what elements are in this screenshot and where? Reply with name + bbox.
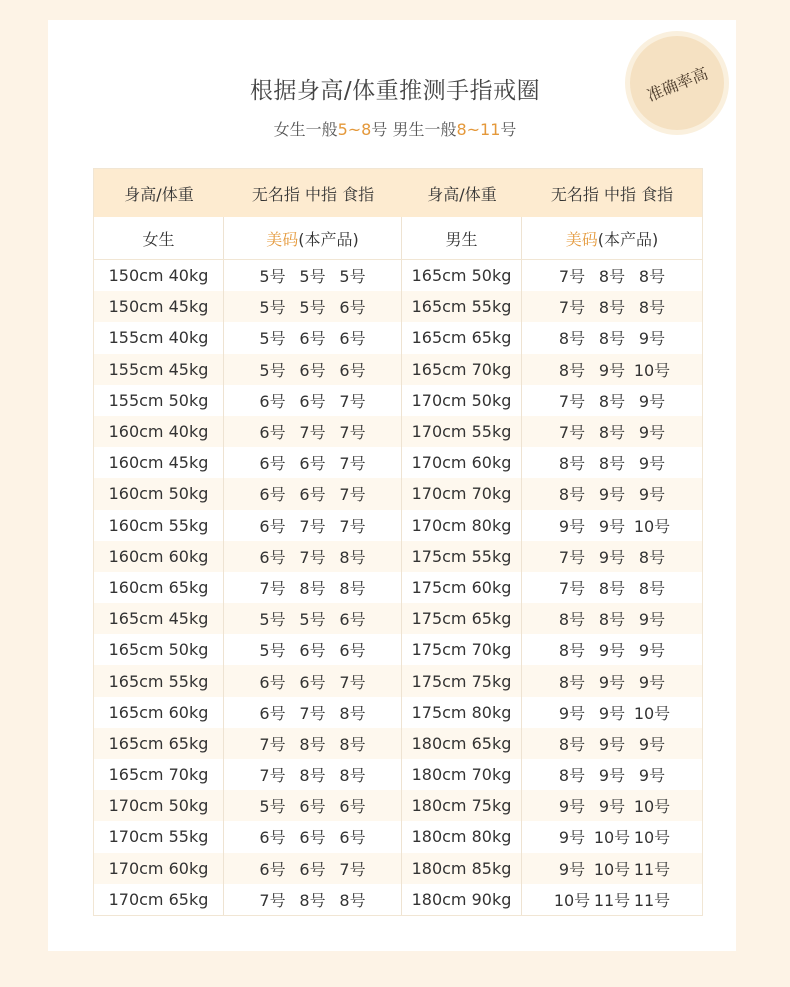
male-ring-sizes [522,884,702,915]
female-height-weight: 165cm 50kg [94,634,224,665]
female-height-weight: 160cm 45kg [94,447,224,478]
table-row [94,603,702,634]
female-ring-sizes [224,884,402,915]
table-header-row [94,169,702,217]
index-finger-size: 7号 [339,516,366,536]
index-finger-size: 8号 [339,578,366,598]
header-male-fingers: 无名指 中指 食指 [550,184,674,204]
middle-finger-size: 6号 [299,641,326,661]
index-finger-size: 9号 [638,454,666,474]
male-height-weight: 175cm 60kg [402,572,522,603]
female-ring-sizes [224,291,402,322]
index-finger-size: 10号 [633,828,671,848]
ring-finger-size: 7号 [259,890,286,910]
middle-finger-size: 5号 [299,298,326,318]
middle-finger-size: 10号 [593,828,631,848]
male-height-weight: 175cm 75kg [402,665,522,696]
ring-finger-size: 9号 [558,703,586,723]
header-female-fingers: 无名指 中指 食指 [251,184,375,204]
male-height-weight: 175cm 55kg [402,541,522,572]
subheader-this-product: (本产品) [298,229,359,249]
index-finger-size: 10号 [633,516,671,536]
female-ring-sizes [224,260,402,291]
table-body [94,260,702,915]
index-finger-size: 9号 [638,672,666,692]
index-finger-size: 6号 [339,610,366,630]
male-ring-sizes [522,291,702,322]
middle-finger-size: 6号 [299,391,326,411]
ring-finger-size: 6号 [259,391,286,411]
index-finger-size: 7号 [339,391,366,411]
middle-finger-size: 6号 [299,828,326,848]
female-ring-sizes [224,603,402,634]
male-ring-sizes [522,541,702,572]
female-ring-sizes [224,447,402,478]
female-ring-sizes [224,853,402,884]
index-finger-size: 9号 [638,391,666,411]
index-finger-size: 10号 [633,703,671,723]
index-finger-size: 8号 [638,547,666,567]
index-finger-size: 7号 [339,454,366,474]
ring-finger-size: 8号 [558,610,586,630]
table-row [94,821,702,852]
female-ring-sizes [224,354,402,385]
male-ring-sizes [522,572,702,603]
subtitle-female-prefix: 女生一般 [273,120,338,139]
male-ring-sizes [522,416,702,447]
female-height-weight: 160cm 60kg [94,541,224,572]
male-ring-sizes [522,634,702,665]
ring-finger-size: 6号 [259,516,286,536]
ring-finger-size: 6号 [259,547,286,567]
index-finger-size: 8号 [339,890,366,910]
table-row [94,416,702,447]
female-height-weight: 165cm 70kg [94,759,224,790]
ring-finger-size: 7号 [259,766,286,786]
accuracy-badge [630,36,724,130]
index-finger-size: 7号 [339,485,366,505]
ring-finger-size: 9号 [558,797,586,817]
ring-finger-size: 8号 [558,360,586,380]
male-ring-sizes [522,728,702,759]
male-ring-sizes [522,759,702,790]
female-height-weight: 160cm 40kg [94,416,224,447]
male-height-weight: 165cm 70kg [402,354,522,385]
female-height-weight: 150cm 40kg [94,260,224,291]
middle-finger-size: 8号 [598,610,626,630]
middle-finger-size: 8号 [598,391,626,411]
index-finger-size: 9号 [638,610,666,630]
male-height-weight: 165cm 65kg [402,322,522,353]
female-height-weight: 155cm 50kg [94,385,224,416]
male-height-weight: 175cm 80kg [402,697,522,728]
table-row [94,697,702,728]
male-height-weight: 180cm 65kg [402,728,522,759]
female-height-weight: 170cm 50kg [94,790,224,821]
table-row [94,853,702,884]
female-ring-sizes [224,478,402,509]
middle-finger-size: 7号 [299,703,326,723]
index-finger-size: 11号 [633,859,671,879]
middle-finger-size: 9号 [598,547,626,567]
female-ring-sizes [224,728,402,759]
subheader-this-product: (本产品) [597,229,659,249]
female-height-weight: 155cm 40kg [94,322,224,353]
ring-finger-size: 8号 [558,485,586,505]
table-row [94,572,702,603]
table-row [94,665,702,696]
female-ring-sizes [224,385,402,416]
ring-finger-size: 6号 [259,703,286,723]
female-ring-sizes [224,572,402,603]
subheader-male: 男生 [402,217,522,259]
ring-finger-size: 8号 [558,672,586,692]
female-height-weight: 170cm 60kg [94,853,224,884]
table-row [94,354,702,385]
ring-finger-size: 6号 [259,454,286,474]
header-female-height-weight: 身高/体重 [124,184,194,204]
male-ring-sizes [522,260,702,291]
female-height-weight: 155cm 45kg [94,354,224,385]
middle-finger-size: 6号 [299,454,326,474]
subheader-female-size-type [224,217,402,259]
female-height-weight: 165cm 65kg [94,728,224,759]
index-finger-size: 10号 [633,797,671,817]
ring-finger-size: 7号 [259,578,286,598]
middle-finger-size: 5号 [299,267,326,287]
female-ring-sizes [224,416,402,447]
table-row [94,322,702,353]
index-finger-size: 5号 [339,267,366,287]
female-height-weight: 160cm 65kg [94,572,224,603]
middle-finger-size: 11号 [593,890,631,910]
index-finger-size: 9号 [638,734,666,754]
male-ring-sizes [522,853,702,884]
header-male-height-weight: 身高/体重 [427,184,497,204]
index-finger-size: 6号 [339,828,366,848]
male-ring-sizes [522,447,702,478]
ring-finger-size: 7号 [558,298,586,318]
index-finger-size: 9号 [638,423,666,443]
female-ring-sizes [224,697,402,728]
female-height-weight: 160cm 50kg [94,478,224,509]
subtitle-female-suffix: 号 男生一般 [371,120,457,139]
index-finger-size: 7号 [339,672,366,692]
middle-finger-size: 8号 [598,423,626,443]
middle-finger-size: 9号 [598,485,626,505]
male-height-weight: 165cm 55kg [402,291,522,322]
subheader-female: 女生 [94,217,224,259]
male-height-weight: 180cm 90kg [402,884,522,915]
subheader-us-size: 美码 [266,229,299,249]
ring-size-table [93,168,703,916]
table-row [94,291,702,322]
female-ring-sizes [224,510,402,541]
index-finger-size: 6号 [339,360,366,380]
male-ring-sizes [522,478,702,509]
middle-finger-size: 10号 [593,859,631,879]
male-height-weight: 180cm 75kg [402,790,522,821]
middle-finger-size: 6号 [299,329,326,349]
middle-finger-size: 6号 [299,485,326,505]
female-ring-sizes [224,759,402,790]
middle-finger-size: 9号 [598,360,626,380]
middle-finger-size: 8号 [598,329,626,349]
table-row [94,884,702,915]
male-ring-sizes [522,385,702,416]
middle-finger-size: 7号 [299,423,326,443]
ring-finger-size: 5号 [259,641,286,661]
middle-finger-size: 8号 [598,578,626,598]
female-ring-sizes [224,790,402,821]
index-finger-size: 8号 [339,766,366,786]
subtitle-male-range: 8~11 [456,120,501,139]
index-finger-size: 9号 [638,766,666,786]
male-ring-sizes [522,821,702,852]
index-finger-size: 8号 [339,703,366,723]
middle-finger-size: 9号 [598,641,626,661]
male-ring-sizes [522,665,702,696]
middle-finger-size: 6号 [299,859,326,879]
middle-finger-size: 9号 [598,672,626,692]
index-finger-size: 9号 [638,641,666,661]
index-finger-size: 9号 [638,329,666,349]
ring-finger-size: 7号 [558,423,586,443]
middle-finger-size: 8号 [598,454,626,474]
female-ring-sizes [224,541,402,572]
ring-finger-size: 7号 [558,547,586,567]
ring-finger-size: 7号 [558,391,586,411]
middle-finger-size: 8号 [598,267,626,287]
table-row [94,510,702,541]
middle-finger-size: 8号 [299,890,326,910]
male-height-weight: 175cm 70kg [402,634,522,665]
female-height-weight: 165cm 45kg [94,603,224,634]
page-title: 根据身高/体重推测手指戒圈 [249,78,541,104]
male-ring-sizes [522,354,702,385]
middle-finger-size: 8号 [299,734,326,754]
ring-finger-size: 5号 [259,797,286,817]
index-finger-size: 6号 [339,641,366,661]
middle-finger-size: 8号 [598,298,626,318]
table-row [94,260,702,291]
middle-finger-size: 8号 [299,578,326,598]
female-height-weight: 170cm 65kg [94,884,224,915]
male-height-weight: 170cm 60kg [402,447,522,478]
female-ring-sizes [224,665,402,696]
index-finger-size: 6号 [339,298,366,318]
table-row [94,634,702,665]
male-ring-sizes [522,790,702,821]
ring-finger-size: 5号 [259,267,286,287]
middle-finger-size: 7号 [299,516,326,536]
ring-finger-size: 7号 [558,267,586,287]
index-finger-size: 9号 [638,485,666,505]
ring-finger-size: 7号 [259,734,286,754]
male-height-weight: 180cm 85kg [402,853,522,884]
index-finger-size: 6号 [339,797,366,817]
female-height-weight: 165cm 60kg [94,697,224,728]
table-row [94,541,702,572]
ring-finger-size: 9号 [558,859,586,879]
index-finger-size: 8号 [638,298,666,318]
index-finger-size: 11号 [633,890,671,910]
middle-finger-size: 6号 [299,360,326,380]
middle-finger-size: 9号 [598,797,626,817]
ring-finger-size: 9号 [558,828,586,848]
female-height-weight: 170cm 55kg [94,821,224,852]
ring-finger-size: 8号 [558,329,586,349]
table-row [94,759,702,790]
index-finger-size: 8号 [339,547,366,567]
male-height-weight: 180cm 70kg [402,759,522,790]
female-height-weight: 165cm 55kg [94,665,224,696]
female-ring-sizes [224,634,402,665]
male-ring-sizes [522,603,702,634]
female-height-weight: 150cm 45kg [94,291,224,322]
middle-finger-size: 9号 [598,516,626,536]
index-finger-size: 8号 [339,734,366,754]
ring-finger-size: 6号 [259,828,286,848]
index-finger-size: 7号 [339,859,366,879]
ring-finger-size: 6号 [259,672,286,692]
table-row [94,790,702,821]
ring-finger-size: 5号 [259,298,286,318]
index-finger-size: 8号 [638,267,666,287]
male-height-weight: 170cm 80kg [402,510,522,541]
middle-finger-size: 5号 [299,610,326,630]
ring-finger-size: 6号 [259,423,286,443]
table-row [94,385,702,416]
female-ring-sizes [224,821,402,852]
male-height-weight: 175cm 65kg [402,603,522,634]
male-height-weight: 165cm 50kg [402,260,522,291]
ring-finger-size: 5号 [259,610,286,630]
table-row [94,728,702,759]
male-ring-sizes [522,322,702,353]
ring-finger-size: 5号 [259,329,286,349]
ring-finger-size: 6号 [259,859,286,879]
table-subheader-row [94,217,702,260]
male-height-weight: 180cm 80kg [402,821,522,852]
ring-finger-size: 8号 [558,734,586,754]
male-height-weight: 170cm 70kg [402,478,522,509]
middle-finger-size: 7号 [299,547,326,567]
male-ring-sizes [522,697,702,728]
ring-finger-size: 6号 [259,485,286,505]
middle-finger-size: 9号 [598,703,626,723]
subheader-male-size-type [522,217,702,259]
ring-finger-size: 5号 [259,360,286,380]
middle-finger-size: 9号 [598,766,626,786]
middle-finger-size: 6号 [299,672,326,692]
female-height-weight: 160cm 55kg [94,510,224,541]
female-ring-sizes [224,322,402,353]
ring-finger-size: 8号 [558,454,586,474]
index-finger-size: 10号 [633,360,671,380]
ring-finger-size: 9号 [558,516,586,536]
ring-finger-size: 10号 [553,890,591,910]
male-height-weight: 170cm 50kg [402,385,522,416]
table-row [94,478,702,509]
accuracy-badge-label: 准确率高 [644,63,711,105]
middle-finger-size: 8号 [299,766,326,786]
ring-finger-size: 8号 [558,766,586,786]
middle-finger-size: 6号 [299,797,326,817]
index-finger-size: 7号 [339,423,366,443]
ring-finger-size: 8号 [558,641,586,661]
subtitle-female-range: 5~8 [337,120,372,139]
ring-finger-size: 7号 [558,578,586,598]
middle-finger-size: 9号 [598,734,626,754]
index-finger-size: 8号 [638,578,666,598]
subtitle-male-suffix: 号 [500,120,517,139]
index-finger-size: 6号 [339,329,366,349]
male-ring-sizes [522,510,702,541]
table-row [94,447,702,478]
subheader-us-size: 美码 [565,229,598,249]
male-height-weight: 170cm 55kg [402,416,522,447]
